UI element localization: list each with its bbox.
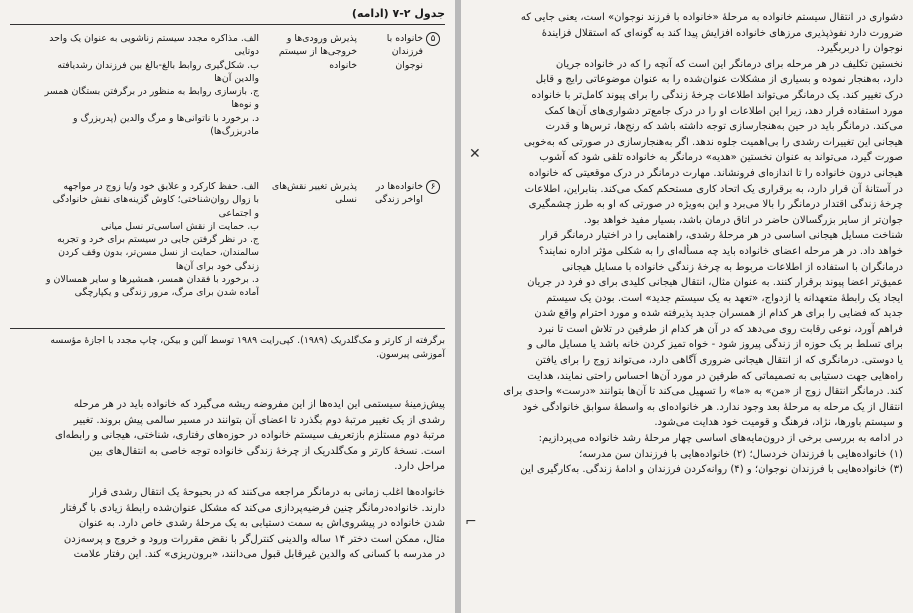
changes-cell [14, 180, 259, 300]
text-line: و سیستم باورها، نژاد، فرهنگ و قومیت خود هدایت می‌شود. [654, 417, 903, 429]
stage-line: نوجوان [395, 59, 423, 71]
table-bottom-rule [10, 328, 445, 329]
change-line: د. برخورد با ناتوانی‌ها و مرگ والدین (پدربزرگ و [72, 112, 259, 124]
stage-line: خانواده با [386, 33, 423, 44]
table-title: جدول ۲-۷ (ادامه) [351, 7, 445, 20]
text-line: ضرورت دارد نفوذپذیری مرزهای خانواده افزایش پیدا کند به گونه‌ای که استقلال فزایندهٔ [541, 27, 903, 39]
text-line: می‌کند. درمانگر باید در حین به‌هنجارسازی توجه داشته باشد که رنج‌ها، ترس‌ها و قدرت [545, 121, 903, 133]
text-line: درک تغییر کند. یک درمانگر می‌تواند اطلاعات چرخهٔ زندگی را برای پیوند کامل‌تر با خانواده [531, 89, 903, 101]
stage-line: خانواده‌ها در [375, 181, 423, 192]
text-line: هیجانی درون خانواده را تا اندازه‌ای فرونشاند. مهارت درمانگر در درک موقعیتی که خانواده [528, 167, 903, 179]
change-line: ج. بازسازی روابط به منظور در برگرفتن بستگان همسر [44, 86, 259, 98]
text-line: برای تسلط بر یک حوزه از زندگی پیروز شود - خواه تمیز کردن خانه باشد یا مسایل مالی و [527, 339, 903, 351]
table-row-5 [10, 32, 445, 180]
task-cell [262, 32, 357, 72]
row-number [425, 32, 441, 46]
change-line: والدین آن‌ها [214, 72, 259, 84]
change-line: الف. حفظ کارکرد و علایق خود و/یا زوج در مواجهه [63, 181, 259, 192]
text-line: در ادامه به بررسی برخی از درون‌مایه‌های اساسی چهار مرحلهٔ رشد خانواده می‌پردازیم: [538, 433, 903, 445]
text-line: راه‌هایی جهت دستیابی به تصمیماتی که طرفین در مورد آن‌ها احساس راحتی نمایند، هدایت [527, 370, 903, 382]
text-line: (۳) خانواده‌هایی با فرزندان نوجوان؛ و (۴) روانه‌کردن فرزندان و ادامهٔ زندگی. به‌کارگیری این [520, 464, 903, 476]
stage-line: فرزندان [391, 46, 423, 58]
text-line: در مدرسه با کسانی که والدین غیرقابل قبول می‌دانند، «برون‌ریزی» کند. این رفتار علامت [73, 549, 445, 561]
table-row-6 [10, 180, 445, 330]
change-line: ج. در نظر گرفتن جایی در سیستم برای خرد و تجربه [57, 234, 259, 246]
text-line: خواهد داد. در هر مرحله اعضای خانواده باید چه مسأله‌ای را به شکلی مؤثر اداره نمایند؟ [538, 245, 903, 257]
text-line: شدن خانواده در پیشروی‌اش به سمت دستیابی به یک مرحلهٔ رشدی خاص دارد. به عنوان [78, 518, 445, 530]
text-line: شناخت مسایل هیجانی اساسی در هر مرحلهٔ رشدی، راهنمایی را در اختیار درمانگر قرار [540, 230, 903, 242]
stage-line: اواخر زندگی [374, 194, 423, 206]
table-top-rule [10, 24, 445, 25]
text-line: دارند. خانواده‌درمانگر چنین فرضیه‌پردازی می‌کند که مشکل عنوان‌شده رابطهٔ زیادی با گرفتار [60, 502, 445, 514]
text-line: خانواده‌ها اغلب زمانی به درمانگر مراجعه می‌کنند که در بحبوحهٔ یک انتقال رشدی قرار [89, 486, 445, 498]
text-line: عمیق‌تر اعضا پیوند برقرار کنند. به عنوان مثال، انتقال هیجانی کلیدی برای دو فرد در جریان [527, 277, 903, 289]
text-line: انتقال از یک مرحله به مرحلهٔ بعد وجود ندارد. هر خانواده‌ای به واسطهٔ سوابق خانوادگی خود [522, 401, 903, 413]
left-body-text [10, 397, 445, 563]
text-line: جدید که فضایی را برای هر کدام از همسران جدید پذیرفته شده و مورد احترام واقع شدن [534, 308, 903, 320]
text-line: جوان‌تر از سایر بزرگسالان حاضر در اتاق درمان باشد، بسیار مفید خواهد بود. [583, 214, 903, 226]
change-line: زندگی خود برای آن‌ها [175, 260, 259, 272]
task-line: پذیرش ورودی‌ها و [286, 33, 357, 44]
change-line: ب. حمایت از نقش اساسی‌تر نسل میانی [101, 220, 259, 232]
text-line: کند. درمانگر انتقال زوج از «من» به «ما» را تسهیل می‌کند تا آن‌ها بتوانند «درست» واحدی برای [503, 386, 903, 398]
change-line: آماده شدن برای مرگ، مرور زندگی و یکپارچگی [74, 287, 259, 299]
change-line: با زوال روان‌شناختی؛ کاوش گزینه‌های نقش خانوادگی [52, 194, 259, 206]
text-line: هیجانی این تغییرات رشدی را بی‌اهمیت جلوه ندهد. اگر به‌هنجارسازی در صورتی که به‌خوبی [523, 136, 903, 148]
text-line: در آستانهٔ آن قرار دارد، به برقراری یک اتحاد کاری مستحکم کمک می‌کند. بنابراین، اطلاعات [524, 183, 903, 195]
text-line: چرخهٔ زندگی اقتدار درمانگر را بالا می‌برد و این به‌ویژه در صورتی که او به طرز چشمگیری [528, 199, 903, 211]
text-line: رشدی از یک تغییر مرتبهٔ دوم بگذرد تا اعضای آن بتوانند در مسیر سالمی پیش بروند. تغییر [73, 414, 445, 426]
text-line: فراهم آورد، نوعی رقابت روی می‌دهد که در آن هر کدام از طرفین در تلاش است تا نبرد [538, 323, 903, 335]
text-line: دارد، به‌هنجار نموده و بسیاری از مشکلات عنوان‌شده را به عنوان موضوعاتی رایج و قابل [535, 74, 903, 86]
change-line: دوتایی [234, 46, 259, 58]
text-line: مرتبهٔ دوم مستلزم بازتعریف سیستم خانواده در حوزه‌های رفتاری، شناختی، هیجانی و رابطه‌ای [54, 430, 445, 442]
source-line: آموزشی پیرسون. [376, 348, 445, 360]
text-line: درمانگران با استفاده از اطلاعات مربوط به چرخهٔ زندگی خانواده با مسایل هیجانی [562, 261, 903, 273]
change-line: و اجتماعی [218, 207, 259, 219]
text-line: صورت گیرد، می‌تواند به عنوان نخستین «هدیه» درمانگر به خانواده تلقی شود که آشوب [539, 152, 903, 164]
right-body-text [473, 10, 903, 478]
row-number-badge: ۶ [426, 180, 440, 194]
text-line: دشواری در انتقال سیستم خانواده به مرحلهٔ «خانواده با فرزند نوجوان» است، یعنی جایی که [520, 12, 903, 23]
text-line: یا دوستی. درمانگری که از انتقال هیجانی ضروری آگاهی دارد، می‌تواند زوج را برای یافتن [535, 355, 903, 367]
source-line: برگرفته از کارتر و مک‌گلدریک (۱۹۸۹). کپی‌رایت ۱۹۸۹ توسط آلین و بیکن، چاپ مجدد با اجازهٔ مؤسسه [50, 335, 445, 346]
change-line: سالمندان، حمایت از نسل مسن‌تر، بدون وقف کردن [58, 247, 259, 259]
text-line: ایجاد یک رابطهٔ متعهدانه یا ازدواج، «تعهد به یک سیستم جدید» است. بودن یک سیستم [546, 292, 903, 304]
change-line: مادربزرگ‌ها) [210, 126, 259, 138]
task-line: خروجی‌ها از سیستم [278, 46, 357, 58]
handwritten-bracket-icon: ⌐ [465, 514, 477, 530]
left-page [0, 0, 455, 613]
task-line: نسلی [335, 194, 357, 206]
paragraph-gap [10, 475, 445, 485]
row-number [425, 180, 441, 194]
task-line: پذیرش تغییر نقش‌های [271, 181, 357, 192]
table-source-note [10, 334, 445, 361]
text-line: مورد استفاده قرار دهد، زیرا این اطلاعات او را در درک جامع‌تر دشواری‌های آن‌ها کمک [544, 105, 903, 117]
stage-cell [361, 32, 423, 72]
row-number-badge: ۵ [426, 32, 440, 46]
text-line: مراحل دارد. [394, 461, 445, 473]
change-line: د. برخورد با فقدان همسر، همشیرها و سایر همسالان و [45, 274, 259, 286]
change-line: ب. شکل‌گیری روابط بالغ-بالغ بین فرزندان رشدیافته [57, 59, 259, 71]
changes-cell [14, 32, 259, 138]
stage-cell [361, 180, 423, 207]
change-line: الف. مذاکره مجدد سیستم زناشویی به عنوان یک واحد [49, 33, 259, 44]
text-line: پیش‌زمینهٔ سیستمی این ایده‌ها از این مفروضه ریشه می‌گیرد که خانواده باید در هر مرحله [73, 399, 445, 410]
handwritten-cross-mark-icon: ✕ [469, 146, 481, 162]
right-page [461, 0, 913, 613]
text-line: مثال، ممکن است دختر ۱۴ ساله والدینی کنترل‌گر با نقض مقررات ورود و خروج و پرسه‌زدن [63, 533, 445, 545]
task-line: خانواده [329, 59, 357, 71]
text-line: نخستین تکلیف در هر مرحله برای درمانگر این است که آنچه را که در خانواده جریان [555, 58, 903, 70]
change-line: و نوه‌ها [231, 99, 259, 111]
text-line: نوجوان را دربربگیرد. [816, 43, 903, 55]
task-cell [262, 180, 357, 207]
text-line: (۱) خانواده‌هایی با فرزندان خردسال؛ (۲) خانواده‌هایی با فرزندان سن مدرسه؛ [579, 448, 903, 460]
text-line: است. نسخهٔ کارتر و مک‌گلدریک از چرخهٔ زندگی خانواده توجه خاصی به انتقال‌های بین [89, 445, 445, 457]
